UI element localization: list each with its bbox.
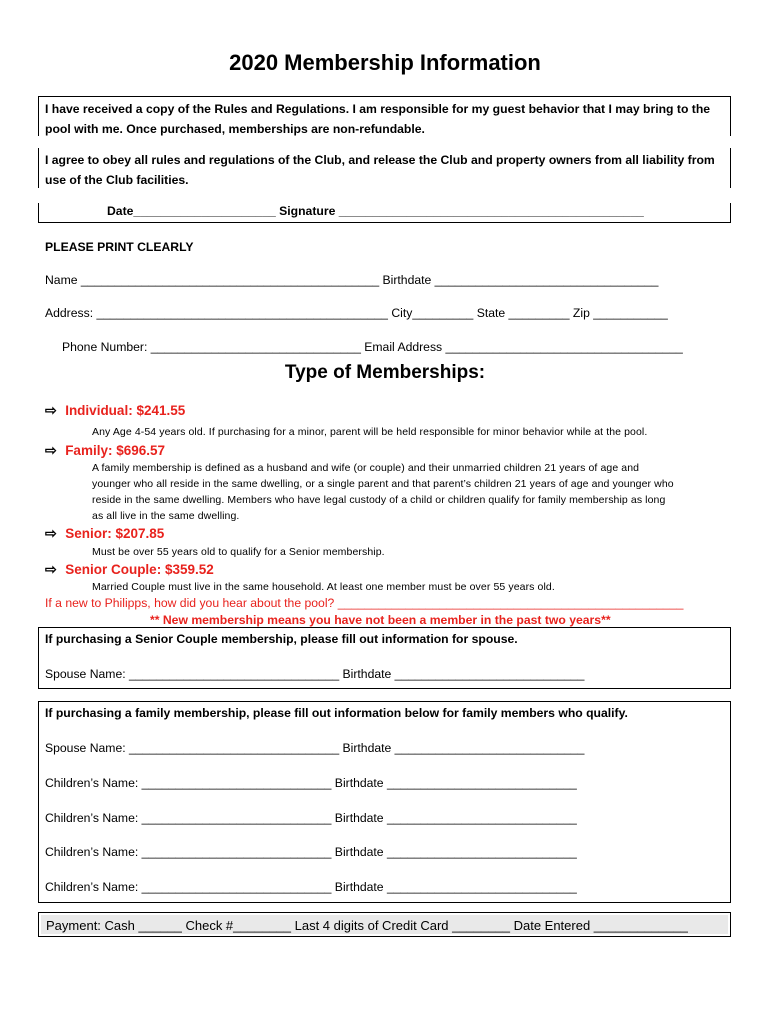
right-arrow-outline-icon: ⇨: [45, 442, 57, 458]
membership-senior[interactable]: [45, 525, 164, 543]
child-name-field[interactable]: Children’s Name: ____________________________ Birthdate ____________________________: [45, 811, 577, 825]
membership-label: Senior Couple: $359.52: [65, 562, 214, 577]
phone-email-field[interactable]: Phone Number: _______________________________ Email Address ___________________________________: [62, 340, 683, 354]
membership-individual[interactable]: [45, 402, 185, 420]
agreement-box-2: [38, 148, 731, 188]
print-clearly-heading: PLEASE PRINT CLEARLY: [45, 240, 194, 254]
child-name-field[interactable]: Children’s Name: ____________________________ Birthdate ____________________________: [45, 880, 577, 894]
heard-about-pool-field[interactable]: If a new to Philipps, how did you hear about the pool? ___________________________________________________: [45, 596, 684, 610]
agreement-text-2: I agree to obey all rules and regulations of the Club, and release the Club and property owners from all liability from use of the Club facilities.: [45, 153, 715, 187]
senior-couple-box: [38, 627, 731, 689]
right-arrow-outline-icon: ⇨: [45, 561, 57, 577]
membership-label: Family: $696.57: [65, 443, 166, 458]
spouse-name-field[interactable]: Spouse Name: _______________________________ Birthdate ____________________________: [45, 741, 585, 755]
membership-desc: Must be over 55 years old to qualify for a Senior membership.: [92, 546, 385, 558]
agreement-box-1: [38, 96, 731, 136]
child-name-field[interactable]: Children’s Name: ____________________________ Birthdate ____________________________: [45, 776, 577, 790]
membership-desc: Any Age 4-54 years old. If purchasing for a minor, parent will be held responsible for minor behavior while at the pool.: [92, 426, 648, 438]
right-arrow-outline-icon: ⇨: [45, 402, 57, 418]
date-signature-line[interactable]: Date_____________________ Signature _____________________________________________: [107, 204, 644, 218]
membership-desc: A family membership is defined as a husband and wife (or couple) and their unmarried children 21 years of age and: [92, 462, 640, 474]
membership-label: Senior: $207.85: [65, 526, 165, 541]
membership-family[interactable]: [45, 442, 165, 460]
membership-desc: Married Couple must live in the same household. At least one member must be over 55 years old.: [92, 581, 555, 593]
membership-types-title: Type of Memberships:: [284, 362, 486, 383]
address-field[interactable]: Address: ___________________________________________ City_________ State _________ Zip ___________: [45, 306, 668, 320]
new-membership-note: ** New membership means you have not been a member in the past two years**: [150, 613, 611, 627]
senior-couple-heading: If purchasing a Senior Couple membership, please fill out information for spouse.: [45, 632, 518, 646]
right-arrow-outline-icon: ⇨: [45, 525, 57, 541]
page-title: 2020 Membership Information: [229, 50, 541, 75]
agreement-text-1: I have received a copy of the Rules and Regulations. I am responsible for my guest behavior that I may bring to the pool with me. Once purchased, memberships are non-refundable.: [45, 102, 711, 136]
membership-desc: reside in the same dwelling. Members who have legal custody of a child or children qualify for family membership as long: [92, 494, 666, 506]
membership-desc: younger who all reside in the same dwelling, or a single parent and that parent’s children 21 years of age and younger who: [92, 478, 674, 490]
payment-line[interactable]: Payment: Cash ______ Check #________ Last 4 digits of Credit Card ________ Date Entered _____________: [41, 915, 728, 934]
membership-desc: as all live in the same dwelling.: [92, 510, 240, 522]
spouse-name-field[interactable]: Spouse Name: _______________________________ Birthdate ____________________________: [45, 667, 585, 681]
child-name-field[interactable]: Children’s Name: ____________________________ Birthdate ____________________________: [45, 845, 577, 859]
name-birthdate-field[interactable]: Name ____________________________________________ Birthdate _________________________________: [45, 273, 659, 287]
family-box: [38, 701, 731, 903]
membership-label: Individual: $241.55: [65, 403, 186, 418]
payment-box: [38, 912, 731, 937]
family-heading: If purchasing a family membership, please fill out information below for family members who qualify.: [45, 706, 628, 720]
signature-row: [38, 203, 731, 223]
membership-senior-couple[interactable]: [45, 561, 214, 579]
